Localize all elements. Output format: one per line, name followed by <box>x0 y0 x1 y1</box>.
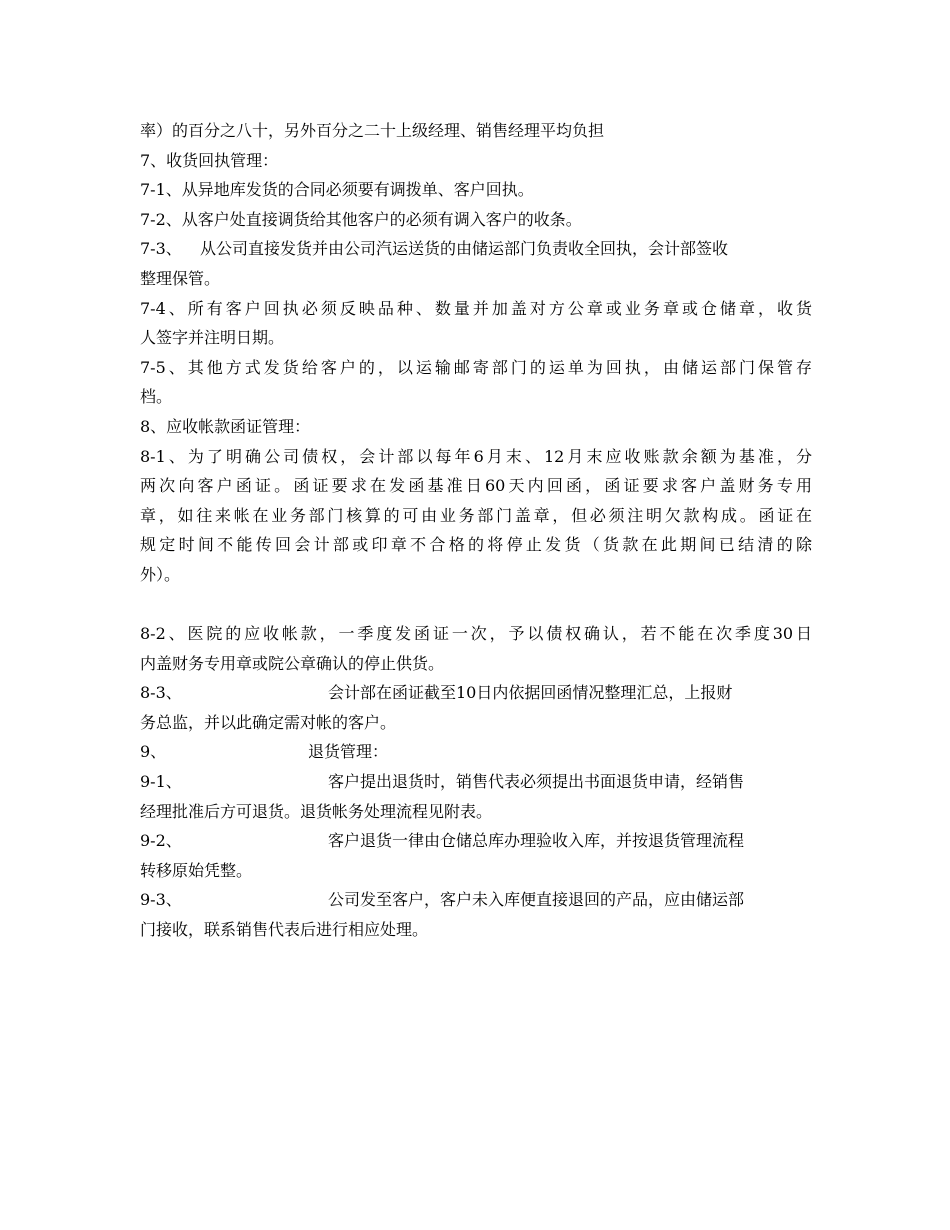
clause-text: 会计部在函证截至10日内依据回函情况整理汇总，上报财 <box>328 683 733 703</box>
clause-text: 公司发至客户，客户未入库便直接退回的产品，应由储运部 <box>328 890 745 910</box>
clause-7-4: 7-4、所有客户回执必须反映品种、数量并加盖对方公章或业务章或仓储章，收货 <box>140 298 812 318</box>
text-line: 规定时间不能传回会计部或印章不合格的将停止发货（货款在此期间已结清的除 <box>140 535 812 555</box>
clause-7-1: 7-1、从异地库发货的合同必须要有调拨单、客户回执。 <box>140 180 534 200</box>
document-body <box>140 116 812 945</box>
clause-text: 客户提出退货时，销售代表必须提出书面退货申请，经销售 <box>328 772 745 792</box>
text-line: 转移原始凭整。 <box>140 860 253 880</box>
clause-text: 从公司直接发货并由公司汽运送货的由储运部门负责收全回执，会计部签收 <box>200 239 729 259</box>
clause-number: 9-2、 <box>140 831 182 851</box>
text-line: 章，如往来帐在业务部门核算的可由业务部门盖章，但必须注明欠款构成。函证在 <box>140 505 812 525</box>
text-line: 门接收，联系销售代表后进行相应处理。 <box>140 920 429 940</box>
text-line: 内盖财务专用章或院公章确认的停止供货。 <box>140 653 445 673</box>
clause-9-2 <box>140 826 812 856</box>
section-title: 退货管理： <box>308 742 389 762</box>
clause-8-2: 8-2、医院的应收帐款，一季度发函证一次，予以债权确认，若不能在次季度30日 <box>140 624 812 644</box>
clause-8-3 <box>140 678 812 708</box>
clause-7-2: 7-2、从客户处直接调货给其他客户的必须有调入客户的收条。 <box>140 209 582 229</box>
text-line: 两次向客户函证。函证要求在发函基准日60天内回函，函证要求客户盖财务专用 <box>140 476 812 496</box>
text-line: 外）。 <box>140 564 181 584</box>
clause-number: 8-3、 <box>140 683 182 703</box>
clause-number: 9-1、 <box>140 772 182 792</box>
clause-7-5: 7-5、其他方式发货给客户的，以运输邮寄部门的运单为回执，由储运部门保管存 <box>140 357 812 377</box>
clause-text: 客户退货一律由仓储总库办理验收入库，并按退货管理流程 <box>328 831 745 851</box>
clause-9-3 <box>140 885 812 915</box>
blank-line <box>140 590 812 620</box>
text-line: 务总监，并以此确定需对帐的客户。 <box>140 712 397 732</box>
section-number: 9、 <box>140 742 167 762</box>
clause-number: 9-3、 <box>140 890 182 910</box>
clause-9-1 <box>140 767 812 797</box>
section-heading-9 <box>140 737 812 767</box>
clause-7-3 <box>140 234 812 264</box>
text-line: 经理批准后方可退货。退货帐务处理流程见附表。 <box>140 801 493 821</box>
text-line: 整理保管。 <box>140 268 221 288</box>
text-line: 率）的百分之八十，另外百分之二十上级经理、销售经理平均负担 <box>140 121 605 140</box>
text-line: 人签字并注明日期。 <box>140 328 285 348</box>
clause-8-1: 8-1、为了明确公司债权，会计部以每年6月末、12月末应收账款余额为基准，分 <box>140 446 812 466</box>
text-line: 档。 <box>140 387 173 407</box>
section-heading-8: 8、应收帐款函证管理： <box>140 416 311 436</box>
clause-number: 7-3、 <box>140 239 182 259</box>
section-heading-7: 7、收货回执管理： <box>140 150 279 170</box>
